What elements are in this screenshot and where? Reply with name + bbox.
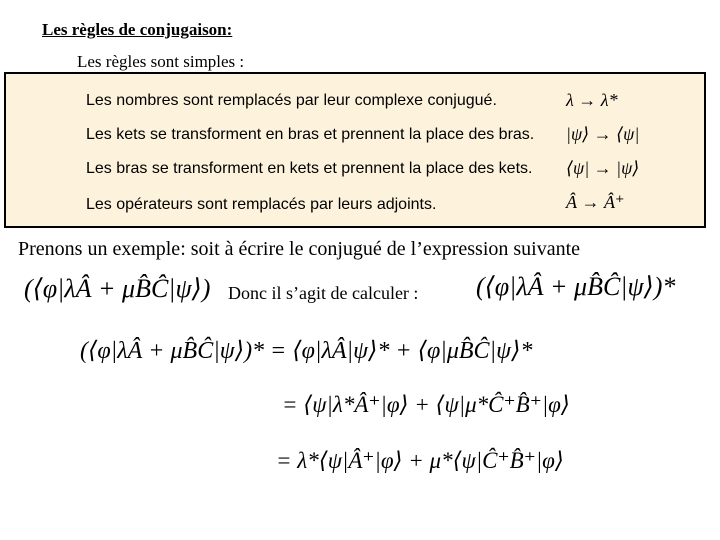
derivation-line-3: = λ*⟨ψ|Â⁺|φ⟩ + μ*⟨ψ|Ĉ⁺B̂⁺|φ⟩: [276, 448, 564, 473]
derivation-line-2: = ⟨ψ|λ*Â⁺|φ⟩ + ⟨ψ|μ*Ĉ⁺B̂⁺|φ⟩: [282, 392, 570, 417]
rule-text-numbers: Les nombres sont remplacés par leur complexe conjugué.: [86, 92, 497, 109]
donc-text: Donc il s’agit de calculer :: [228, 283, 419, 303]
page-title: Les règles de conjugaison:: [42, 20, 233, 39]
expression-conjugate: (⟨φ|λÂ + μB̂Ĉ|ψ⟩)*: [476, 272, 676, 301]
rule-math-numbers: λ → λ*: [566, 90, 618, 110]
rule-text-bras: Les bras se transforment en kets et prennent la place des kets.: [86, 160, 533, 177]
rule-text-operators: Les opérateurs sont remplacés par leurs adjoints.: [86, 196, 437, 213]
rule-math-bras: ⟨ψ| → |ψ⟩: [566, 158, 640, 178]
rule-math-operators: Â → Â⁺: [566, 192, 625, 212]
rules-box: [4, 72, 706, 228]
rule-math-kets: |ψ⟩ → ⟨ψ|: [566, 124, 640, 144]
example-intro: Prenons un exemple: soit à écrire le conjugué de l’expression suivante: [18, 238, 581, 260]
subtitle: Les règles sont simples :: [77, 52, 245, 71]
expression: (⟨φ|λÂ + μB̂Ĉ|ψ⟩): [24, 274, 211, 303]
rule-text-kets: Les kets se transforment en bras et prennent la place des bras.: [86, 126, 535, 143]
derivation-line-1: (⟨φ|λÂ + μB̂Ĉ|ψ⟩)* = ⟨φ|λÂ|ψ⟩* + ⟨φ|μB̂Ĉ|ψ⟩*: [80, 338, 533, 364]
